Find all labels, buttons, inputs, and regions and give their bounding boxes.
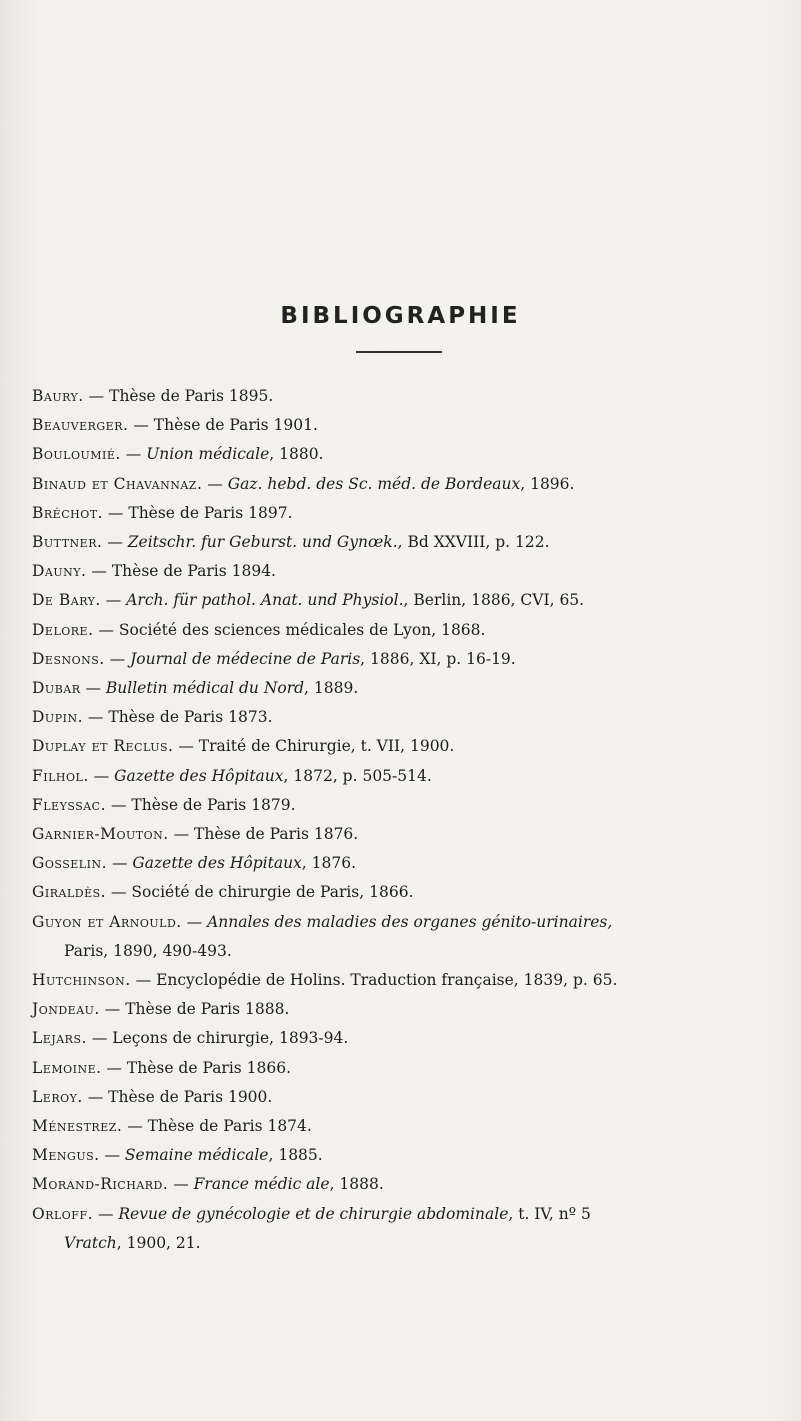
bibliography-entry [32,849,792,878]
entry-source-title: Bulletin médical du Nord [105,679,305,698]
entry-author: Dauny. [32,562,87,581]
bibliography-entry [32,995,792,1024]
bibliography-entry [32,440,792,469]
bibliography-entry [32,878,792,907]
title-underline [356,351,442,353]
entry-text: — [80,679,106,698]
entry-text: — Thèse de Paris 1894. [86,562,276,581]
entry-author: Baury. [32,387,84,405]
entry-author: Mengus. [32,1146,100,1165]
bibliography-entry [32,528,792,557]
entry-author: Lejars. [32,1029,87,1048]
entry-details: , 1880. [269,445,324,464]
entry-text: — Thèse de Paris 1874. [122,1117,312,1136]
entry-text: — [88,766,115,785]
entry-details: , t. IV, nº 5 [508,1204,591,1223]
entry-author: Dubar [32,679,81,698]
bibliography-entry [32,908,792,966]
entry-author: Fleyssac. [32,795,107,814]
entry-source-title: Annales des maladies des organes génito-urinaires, [207,912,613,931]
entry-author: Buttner. [32,533,103,552]
entry-author: Filhol. [32,766,89,785]
entry-text: — [107,854,133,873]
entry-text: — [99,1146,125,1165]
entry-text: — Traité de Chirurgie, t. VII, 1900. [173,737,455,756]
entry-source-title: Journal de médecine de Paris [130,649,361,668]
bibliography-entry [32,586,792,615]
entry-text: — [104,649,131,668]
entry-text: — [120,445,147,464]
bibliography-entry [32,1054,792,1083]
bibliography-entry [32,499,792,528]
entry-source-title: Union médicale [146,445,270,464]
bibliography-entry [32,674,792,703]
entry-author: Garnier-Mouton. [32,825,169,844]
entry-source-title: Semaine médicale [124,1146,269,1165]
entry-details: , 1876. [301,854,357,873]
bibliography-entry [32,762,792,791]
entry-continuation [32,1229,792,1258]
entry-text: — Thèse de Paris 1879. [106,795,296,814]
bibliography-entry [32,1112,792,1141]
entry-author: Lemoine. [32,1058,102,1077]
entry-author: Guyon et Arnould. [32,912,182,931]
entry-author: Morand-Richard. [32,1175,169,1194]
entry-source-title: Gazette des Hôpitaux [114,766,284,785]
entry-source-title: France médic ale [193,1175,330,1194]
bibliography-entry [32,382,792,411]
entry-text: — [202,474,228,493]
bibliography-entry [32,557,792,586]
entry-text: — Thèse de Paris 1895. [83,387,274,405]
entry-details: , 1896. [520,474,575,493]
bibliography-entry [32,1141,792,1170]
entry-author: Leroy. [32,1087,83,1106]
entry-text: — Encyclopédie de Holins. Traduction française, 1839, p. 65. [130,971,618,990]
bibliography-entry [32,966,792,995]
entry-text: — Thèse de Paris 1876. [168,825,359,844]
entry-text: — [181,912,208,931]
bibliography-entry [32,1200,792,1258]
entry-source-title: Zeitschr. fur Geburst. und Gynœk. [127,533,398,552]
bibliography-entry [32,1024,792,1053]
entry-text: — Société de chirurgie de Paris, 1866. [106,883,414,902]
bibliography-entry [32,791,792,820]
entry-text: Paris, 1890, 490-493. [64,941,232,960]
entry-text: — Thèse de Paris 1866. [101,1058,292,1077]
entry-details: , 1872, p. 505-514. [283,766,432,785]
entry-text: — [93,1204,119,1223]
entry-author: Ménestrez. [32,1117,123,1136]
entry-source-title: Vratch [64,1233,117,1252]
entry-author: Beauverger. [32,416,129,435]
entry-author: Giraldès. [32,883,107,902]
page-title: BIBLIOGRAPHIE [280,303,521,329]
entry-author: Duplay et Reclus. [32,737,174,756]
entry-continuation [32,937,792,966]
bibliography-entry [32,616,792,645]
entry-author: Binaud et Chavannaz. [32,474,203,493]
entry-details: , 1888. [329,1175,384,1194]
bibliography-entry [32,1083,792,1112]
entry-author: Delore. [32,620,94,639]
entry-text: — Thèse de Paris 1873. [83,708,273,727]
entry-details: , 1900, 21. [116,1233,201,1252]
entry-text: — Thèse de Paris 1900. [82,1087,273,1106]
entry-details: , Bd XXVIII, p. 122. [397,533,550,552]
entry-text: — Société des sciences médicales de Lyon, 1868. [93,620,486,639]
bibliography-entry [32,470,792,499]
entry-text: — [100,591,127,610]
entry-details: , Berlin, 1886, CVI, 65. [403,591,585,610]
entry-source-title: Revue de gynécologie et de chirurgie abdominale [118,1204,509,1223]
entry-text: — Leçons de chirurgie, 1893-94. [86,1029,349,1048]
entry-text: — Thèse de Paris 1901. [128,416,318,435]
entry-details: , 1889. [304,679,359,698]
bibliography-entry [32,411,792,440]
bibliography-entry [32,703,792,732]
bibliography-entry [32,820,792,849]
entry-source-title: Arch. für pathol. Anat. und Physiol. [126,591,404,610]
entry-author: Desnons. [32,649,105,668]
entry-author: De Bary. [32,591,101,610]
entry-author: Bréchot. [32,503,103,522]
entry-text: — [168,1175,194,1194]
bibliography-entry [32,1170,792,1199]
bibliography-entry [32,645,792,674]
entry-author: Hutchinson. [32,971,131,990]
entry-source-title: Gazette des Hôpitaux [132,854,302,873]
bibliography-entry [32,732,792,761]
entry-author: Gosselin. [32,854,108,873]
entry-source-title: Gaz. hebd. des Sc. méd. de Bordeaux [227,474,521,493]
entry-text: — [102,533,128,552]
entry-text: — Thèse de Paris 1888. [99,1000,290,1019]
entry-author: Bouloumié. [32,445,121,464]
entry-author: Orloff. [32,1204,94,1223]
entry-details: , 1885. [268,1146,323,1165]
bibliography-list [32,382,792,1258]
entry-text: — Thèse de Paris 1897. [103,503,293,522]
entry-author: Dupin. [32,708,83,727]
entry-author: Jondeau. [32,1000,100,1019]
entry-details: , 1886, XI, p. 16-19. [360,649,516,668]
